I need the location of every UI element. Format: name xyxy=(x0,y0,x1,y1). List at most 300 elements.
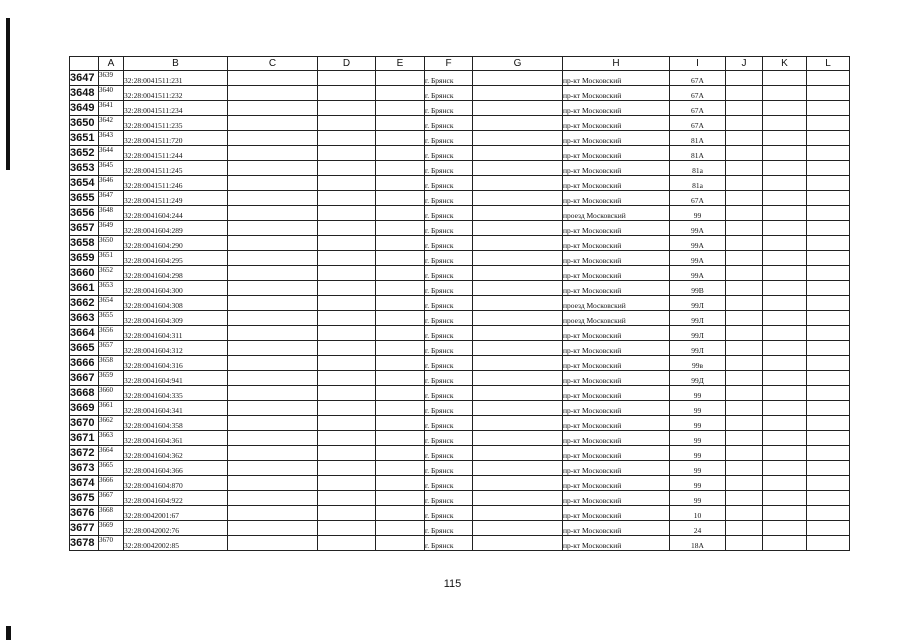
cell-d xyxy=(318,236,376,251)
cell-a: 3655 xyxy=(99,311,124,326)
cell-f-city: г. Брянск xyxy=(425,536,473,551)
cell-e xyxy=(376,341,425,356)
cell-i-house-number: 99 xyxy=(670,491,726,506)
cell-i-house-number: 99в xyxy=(670,356,726,371)
row-number-cell: 3658 xyxy=(70,236,99,251)
cell-d xyxy=(318,521,376,536)
cell-d xyxy=(318,176,376,191)
cell-j xyxy=(726,221,763,236)
cell-j xyxy=(726,416,763,431)
cell-k xyxy=(763,461,807,476)
table-row xyxy=(70,506,850,521)
cell-d xyxy=(318,386,376,401)
cell-d xyxy=(318,476,376,491)
table-row xyxy=(70,71,850,86)
cell-j xyxy=(726,536,763,551)
row-number-cell: 3678 xyxy=(70,536,99,551)
cell-c xyxy=(228,191,318,206)
cell-h-street: пр-кт Московский xyxy=(563,371,670,386)
cell-h-street: проезд Московский xyxy=(563,206,670,221)
cell-b-cadastral-number: 32:28:0041604:366 xyxy=(124,461,228,476)
table-row xyxy=(70,221,850,236)
cell-d xyxy=(318,461,376,476)
table-row xyxy=(70,386,850,401)
cell-d xyxy=(318,71,376,86)
cell-i-house-number: 99 xyxy=(670,386,726,401)
cell-k xyxy=(763,116,807,131)
column-header: B xyxy=(124,57,228,71)
cell-f-city: г. Брянск xyxy=(425,476,473,491)
cell-j xyxy=(726,71,763,86)
cell-e xyxy=(376,401,425,416)
cell-c xyxy=(228,521,318,536)
cell-h-street: пр-кт Московский xyxy=(563,476,670,491)
cell-c xyxy=(228,116,318,131)
cell-f-city: г. Брянск xyxy=(425,191,473,206)
cell-j xyxy=(726,491,763,506)
table-row xyxy=(70,326,850,341)
cell-i-house-number: 24 xyxy=(670,521,726,536)
cell-g xyxy=(473,416,563,431)
cell-k xyxy=(763,281,807,296)
cell-g xyxy=(473,341,563,356)
cell-i-house-number: 99А xyxy=(670,236,726,251)
cell-e xyxy=(376,221,425,236)
table-row xyxy=(70,491,850,506)
cell-b-cadastral-number: 32:28:0041604:341 xyxy=(124,401,228,416)
cell-l xyxy=(807,281,850,296)
cell-l xyxy=(807,236,850,251)
cell-a: 3646 xyxy=(99,176,124,191)
cell-l xyxy=(807,296,850,311)
cell-f-city: г. Брянск xyxy=(425,206,473,221)
cell-k xyxy=(763,131,807,146)
cell-a: 3668 xyxy=(99,506,124,521)
table-row xyxy=(70,131,850,146)
table-row xyxy=(70,401,850,416)
cell-k xyxy=(763,416,807,431)
cell-f-city: г. Брянск xyxy=(425,266,473,281)
cell-l xyxy=(807,101,850,116)
cell-e xyxy=(376,146,425,161)
cell-g xyxy=(473,476,563,491)
row-number-cell: 3652 xyxy=(70,146,99,161)
row-number-cell: 3674 xyxy=(70,476,99,491)
cell-l xyxy=(807,341,850,356)
cell-i-house-number: 99Л xyxy=(670,296,726,311)
cell-k xyxy=(763,491,807,506)
cell-e xyxy=(376,356,425,371)
cell-j xyxy=(726,296,763,311)
row-number-cell: 3670 xyxy=(70,416,99,431)
cell-c xyxy=(228,146,318,161)
cell-e xyxy=(376,281,425,296)
cell-k xyxy=(763,371,807,386)
cell-j xyxy=(726,341,763,356)
cell-g xyxy=(473,536,563,551)
table-row xyxy=(70,191,850,206)
table-body xyxy=(70,71,850,551)
cell-c xyxy=(228,431,318,446)
cell-b-cadastral-number: 32:28:0042001:67 xyxy=(124,506,228,521)
cell-f-city: г. Брянск xyxy=(425,461,473,476)
cell-f-city: г. Брянск xyxy=(425,506,473,521)
cell-d xyxy=(318,416,376,431)
cell-a: 3652 xyxy=(99,266,124,281)
cell-c xyxy=(228,266,318,281)
cell-f-city: г. Брянск xyxy=(425,386,473,401)
cell-d xyxy=(318,326,376,341)
cell-e xyxy=(376,86,425,101)
cell-e xyxy=(376,326,425,341)
cell-g xyxy=(473,446,563,461)
cell-b-cadastral-number: 32:28:0041511:244 xyxy=(124,146,228,161)
cell-e xyxy=(376,506,425,521)
row-number-cell: 3649 xyxy=(70,101,99,116)
cell-l xyxy=(807,161,850,176)
cell-a: 3662 xyxy=(99,416,124,431)
cell-i-house-number: 99А xyxy=(670,221,726,236)
cell-l xyxy=(807,416,850,431)
cell-d xyxy=(318,506,376,521)
cell-g xyxy=(473,386,563,401)
row-number-cell: 3676 xyxy=(70,506,99,521)
cell-e xyxy=(376,521,425,536)
table-row xyxy=(70,116,850,131)
column-header: E xyxy=(376,57,425,71)
cell-a: 3670 xyxy=(99,536,124,551)
table-row xyxy=(70,416,850,431)
cell-g xyxy=(473,86,563,101)
table-row xyxy=(70,356,850,371)
cell-e xyxy=(376,266,425,281)
page-number: 115 xyxy=(443,578,462,590)
cell-i-house-number: 99Л xyxy=(670,341,726,356)
cell-l xyxy=(807,191,850,206)
column-header: F xyxy=(425,57,473,71)
cell-l xyxy=(807,266,850,281)
cell-b-cadastral-number: 32:28:0041604:362 xyxy=(124,446,228,461)
row-number-cell: 3654 xyxy=(70,176,99,191)
cell-h-street: пр-кт Московский xyxy=(563,341,670,356)
cell-a: 3661 xyxy=(99,401,124,416)
cell-k xyxy=(763,266,807,281)
cell-a: 3644 xyxy=(99,146,124,161)
cell-l xyxy=(807,491,850,506)
cell-f-city: г. Брянск xyxy=(425,161,473,176)
cell-g xyxy=(473,461,563,476)
cell-d xyxy=(318,431,376,446)
cell-i-house-number: 81а xyxy=(670,176,726,191)
cell-f-city: г. Брянск xyxy=(425,296,473,311)
cell-d xyxy=(318,296,376,311)
cell-k xyxy=(763,506,807,521)
cell-h-street: пр-кт Московский xyxy=(563,86,670,101)
table-row xyxy=(70,296,850,311)
cell-g xyxy=(473,431,563,446)
cell-h-street: пр-кт Московский xyxy=(563,161,670,176)
cell-b-cadastral-number: 32:28:0041511:235 xyxy=(124,116,228,131)
cell-d xyxy=(318,266,376,281)
row-number-cell: 3675 xyxy=(70,491,99,506)
cell-c xyxy=(228,311,318,326)
cell-e xyxy=(376,161,425,176)
table-row xyxy=(70,236,850,251)
cell-l xyxy=(807,356,850,371)
cell-b-cadastral-number: 32:28:0041511:234 xyxy=(124,101,228,116)
cell-c xyxy=(228,356,318,371)
cell-c xyxy=(228,176,318,191)
cell-h-street: проезд Московский xyxy=(563,296,670,311)
cell-d xyxy=(318,131,376,146)
column-header: K xyxy=(763,57,807,71)
cell-c xyxy=(228,506,318,521)
cell-c xyxy=(228,251,318,266)
column-header: D xyxy=(318,57,376,71)
cell-a: 3658 xyxy=(99,356,124,371)
cell-i-house-number: 99 xyxy=(670,416,726,431)
cell-l xyxy=(807,446,850,461)
cell-c xyxy=(228,536,318,551)
cell-f-city: г. Брянск xyxy=(425,221,473,236)
cell-j xyxy=(726,236,763,251)
cell-b-cadastral-number: 32:28:0041604:941 xyxy=(124,371,228,386)
cell-f-city: г. Брянск xyxy=(425,356,473,371)
cell-k xyxy=(763,176,807,191)
cell-c xyxy=(228,371,318,386)
row-number-cell: 3659 xyxy=(70,251,99,266)
cell-c xyxy=(228,161,318,176)
cell-h-street: пр-кт Московский xyxy=(563,71,670,86)
row-number-cell: 3669 xyxy=(70,401,99,416)
cell-e xyxy=(376,476,425,491)
cell-a: 3651 xyxy=(99,251,124,266)
cell-d xyxy=(318,356,376,371)
cell-i-house-number: 99 xyxy=(670,401,726,416)
scan-edge-mark xyxy=(6,626,11,640)
cell-i-house-number: 67А xyxy=(670,116,726,131)
cell-g xyxy=(473,401,563,416)
cell-a: 3649 xyxy=(99,221,124,236)
row-number-cell: 3673 xyxy=(70,461,99,476)
cell-b-cadastral-number: 32:28:0042002:85 xyxy=(124,536,228,551)
cell-h-street: пр-кт Московский xyxy=(563,491,670,506)
cell-b-cadastral-number: 32:28:0041604:300 xyxy=(124,281,228,296)
table-row xyxy=(70,176,850,191)
cell-a: 3656 xyxy=(99,326,124,341)
cell-j xyxy=(726,446,763,461)
cell-k xyxy=(763,161,807,176)
table-row xyxy=(70,311,850,326)
cell-c xyxy=(228,476,318,491)
cell-g xyxy=(473,326,563,341)
cell-j xyxy=(726,311,763,326)
column-header: H xyxy=(563,57,670,71)
cell-j xyxy=(726,101,763,116)
cell-k xyxy=(763,296,807,311)
cell-f-city: г. Брянск xyxy=(425,281,473,296)
cell-j xyxy=(726,356,763,371)
cell-i-house-number: 67А xyxy=(670,71,726,86)
table-row xyxy=(70,161,850,176)
cell-a: 3648 xyxy=(99,206,124,221)
cell-d xyxy=(318,311,376,326)
cell-g xyxy=(473,356,563,371)
cell-i-house-number: 99 xyxy=(670,446,726,461)
cell-f-city: г. Брянск xyxy=(425,176,473,191)
cell-a: 3669 xyxy=(99,521,124,536)
cell-l xyxy=(807,476,850,491)
cell-i-house-number: 99 xyxy=(670,476,726,491)
cell-k xyxy=(763,146,807,161)
cell-l xyxy=(807,536,850,551)
cell-h-street: пр-кт Московский xyxy=(563,401,670,416)
cell-i-house-number: 99А xyxy=(670,251,726,266)
cell-d xyxy=(318,446,376,461)
cell-e xyxy=(376,176,425,191)
table-row xyxy=(70,146,850,161)
cell-g xyxy=(473,206,563,221)
cell-f-city: г. Брянск xyxy=(425,401,473,416)
cell-l xyxy=(807,176,850,191)
cell-f-city: г. Брянск xyxy=(425,446,473,461)
cell-b-cadastral-number: 32:28:0041511:720 xyxy=(124,131,228,146)
cell-k xyxy=(763,221,807,236)
cell-d xyxy=(318,251,376,266)
row-number-cell: 3647 xyxy=(70,71,99,86)
cell-a: 3659 xyxy=(99,371,124,386)
cell-c xyxy=(228,86,318,101)
cell-e xyxy=(376,251,425,266)
cell-e xyxy=(376,386,425,401)
row-number-cell: 3665 xyxy=(70,341,99,356)
cell-g xyxy=(473,221,563,236)
cell-c xyxy=(228,131,318,146)
cell-f-city: г. Брянск xyxy=(425,116,473,131)
cell-f-city: г. Брянск xyxy=(425,341,473,356)
cell-c xyxy=(228,341,318,356)
cell-j xyxy=(726,326,763,341)
cell-j xyxy=(726,251,763,266)
cell-d xyxy=(318,536,376,551)
cell-k xyxy=(763,536,807,551)
table-row xyxy=(70,206,850,221)
cell-i-house-number: 81А xyxy=(670,146,726,161)
column-header: J xyxy=(726,57,763,71)
cell-e xyxy=(376,191,425,206)
column-header: I xyxy=(670,57,726,71)
cell-b-cadastral-number: 32:28:0041604:295 xyxy=(124,251,228,266)
cell-c xyxy=(228,401,318,416)
table-row xyxy=(70,461,850,476)
cell-l xyxy=(807,506,850,521)
cell-a: 3654 xyxy=(99,296,124,311)
cell-e xyxy=(376,71,425,86)
cell-h-street: пр-кт Московский xyxy=(563,131,670,146)
cell-l xyxy=(807,206,850,221)
cell-j xyxy=(726,206,763,221)
cell-j xyxy=(726,281,763,296)
cell-h-street: пр-кт Московский xyxy=(563,266,670,281)
cell-b-cadastral-number: 32:28:0041511:246 xyxy=(124,176,228,191)
cell-g xyxy=(473,266,563,281)
cell-j xyxy=(726,86,763,101)
table-row xyxy=(70,281,850,296)
cell-i-house-number: 81А xyxy=(670,131,726,146)
cell-f-city: г. Брянск xyxy=(425,371,473,386)
cell-i-house-number: 99А xyxy=(670,266,726,281)
cell-c xyxy=(228,71,318,86)
row-number-cell: 3677 xyxy=(70,521,99,536)
row-number-cell: 3661 xyxy=(70,281,99,296)
cell-e xyxy=(376,446,425,461)
row-number-cell: 3667 xyxy=(70,371,99,386)
cell-j xyxy=(726,191,763,206)
cell-d xyxy=(318,491,376,506)
cell-k xyxy=(763,356,807,371)
cell-e xyxy=(376,431,425,446)
cell-j xyxy=(726,146,763,161)
cell-b-cadastral-number: 32:28:0041604:922 xyxy=(124,491,228,506)
cell-b-cadastral-number: 32:28:0041604:311 xyxy=(124,326,228,341)
cell-b-cadastral-number: 32:28:0041511:232 xyxy=(124,86,228,101)
cell-k xyxy=(763,476,807,491)
cell-h-street: пр-кт Московский xyxy=(563,446,670,461)
cell-e xyxy=(376,311,425,326)
cell-g xyxy=(473,176,563,191)
scan-edge-mark xyxy=(6,18,10,170)
cell-a: 3643 xyxy=(99,131,124,146)
cell-i-house-number: 67А xyxy=(670,86,726,101)
cell-h-street: пр-кт Московский xyxy=(563,116,670,131)
cell-k xyxy=(763,86,807,101)
cell-j xyxy=(726,176,763,191)
cell-a: 3647 xyxy=(99,191,124,206)
cell-a: 3653 xyxy=(99,281,124,296)
row-number-cell: 3648 xyxy=(70,86,99,101)
cell-c xyxy=(228,446,318,461)
table-row xyxy=(70,86,850,101)
cell-e xyxy=(376,101,425,116)
cell-h-street: пр-кт Московский xyxy=(563,236,670,251)
cell-h-street: пр-кт Московский xyxy=(563,431,670,446)
cell-d xyxy=(318,101,376,116)
cell-b-cadastral-number: 32:28:0041604:308 xyxy=(124,296,228,311)
cell-a: 3650 xyxy=(99,236,124,251)
cell-a: 3639 xyxy=(99,71,124,86)
cell-e xyxy=(376,116,425,131)
cell-b-cadastral-number: 32:28:0041511:249 xyxy=(124,191,228,206)
cell-f-city: г. Брянск xyxy=(425,86,473,101)
cell-f-city: г. Брянск xyxy=(425,491,473,506)
cell-l xyxy=(807,401,850,416)
cell-l xyxy=(807,461,850,476)
cell-b-cadastral-number: 32:28:0041604:312 xyxy=(124,341,228,356)
cell-l xyxy=(807,146,850,161)
cell-c xyxy=(228,386,318,401)
cell-a: 3660 xyxy=(99,386,124,401)
cell-c xyxy=(228,206,318,221)
row-number-cell: 3656 xyxy=(70,206,99,221)
cell-j xyxy=(726,461,763,476)
row-number-cell: 3672 xyxy=(70,446,99,461)
cell-l xyxy=(807,116,850,131)
cell-k xyxy=(763,431,807,446)
cell-i-house-number: 67А xyxy=(670,191,726,206)
cell-b-cadastral-number: 32:28:0041604:290 xyxy=(124,236,228,251)
cell-f-city: г. Брянск xyxy=(425,101,473,116)
cell-b-cadastral-number: 32:28:0041604:316 xyxy=(124,356,228,371)
